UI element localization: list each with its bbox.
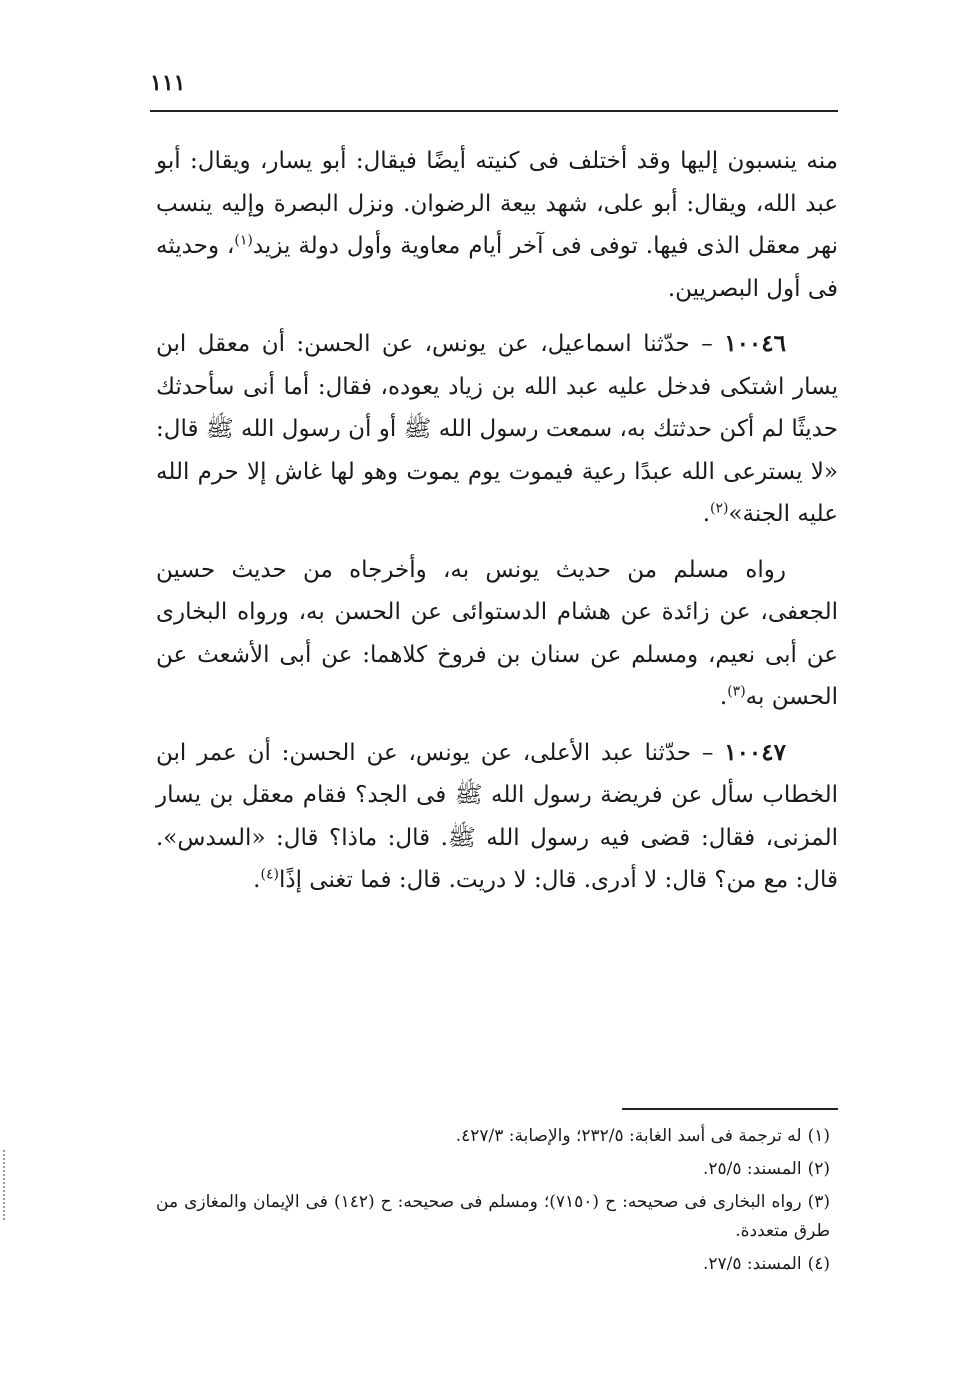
- main-text: [156, 140, 838, 915]
- header-rule: [150, 110, 838, 112]
- hadith-number: ١٠٠٤٦: [724, 330, 786, 357]
- commentary-text: رواه مسلم من حديث يونس به، وأخرجاه من حديث حسين الجعفى، عن زائدة عن هشام الدستوائى عن الحسن به، ورواه البخارى عن أبى نعيم، ومسلم عن سنان بن فروخ كلاهما: عن أبى الأشعث عن الحسن به: [156, 556, 838, 710]
- commentary-paragraph: [156, 549, 838, 719]
- hadith-text: – حدّثنا اسماعيل، عن يونس، عن الحسن: أن معقل ابن يسار اشتكى فدخل عليه عبد الله بن زياد يعوده، فقال: أما أنى سأحدثك حديثًا لم أكن حدثتك به، سمعت رسول الله ﷺ أو أن رسول الله ﷺ قال: «لا يسترعى الله عبدًا رعية فيموت يوم يموت وهو لها غاش إلا حرم الله عليه الجنة»: [156, 331, 838, 527]
- page-number: ١١١: [150, 70, 186, 96]
- footnote-marker-4: (٤): [260, 866, 279, 883]
- footnote-number: (١): [807, 1126, 830, 1146]
- hadith-text: – حدّثنا عبد الأعلى، عن يونس، عن الحسن: أن عمر ابن الخطاب سأل عن فريضة رسول الله ﷺ فى الجد؟ فقام معقل بن يسار المزنى، فقال: قضى فيه رسول الله ﷺ. قال: ماذا؟ قال: «السدس». قال: مع من؟ قال: لا أدرى. قال: لا دريت. قال: فما تغنى إذًا: [156, 739, 838, 893]
- footnote-1: [156, 1122, 838, 1151]
- footnote-text: المسند: ٢٧/٥.: [702, 1254, 802, 1274]
- hadith-number: ١٠٠٤٧: [724, 738, 786, 766]
- footnote-4: [156, 1250, 838, 1279]
- scan-margin-mark: [3, 1150, 7, 1220]
- footnote-number: (٢): [807, 1159, 830, 1179]
- intro-text: منه ينسبون إليها وقد أختلف فى كنيته أيضًا فيقال: أبو يسار، ويقال: أبو عبد الله، ويقال: أبو على، شهد بيعة الرضوان. ونزل البصرة وإليه ينسب نهر معقل الذى فيها. توفى فى آخر أيام معاوية وأول دولة يزيد: [156, 148, 838, 259]
- footnote-text: له ترجمة فى أسد الغابة: ٢٣٢/٥؛ والإصابة: ٤٢٧/٣.: [455, 1126, 802, 1146]
- footnote-3: [156, 1188, 838, 1246]
- footnote-marker-2: (٢): [710, 500, 729, 517]
- intro-paragraph: [156, 140, 838, 310]
- footnote-text: رواه البخارى فى صحيحه: ح (٧١٥٠)؛ ومسلم فى صحيحه: ح (١٤٢) فى الإيمان والمغازى من طرق متعددة.: [156, 1192, 830, 1241]
- footnote-number: (٣): [807, 1192, 831, 1212]
- hadith-end: .: [253, 867, 261, 893]
- footnote-text: المسند: ٢٥/٥.: [702, 1159, 802, 1179]
- footnotes: [156, 1122, 838, 1283]
- hadith-10047: [156, 732, 838, 902]
- commentary-end: .: [719, 684, 728, 710]
- footnote-rule: [622, 1108, 838, 1110]
- hadith-end: .: [702, 501, 711, 527]
- footnote-2: [156, 1155, 838, 1184]
- footnote-number: (٤): [807, 1254, 830, 1274]
- intro-end: ، وحديثه فى أول البصريين.: [156, 233, 838, 302]
- footnote-marker-1: (١): [234, 232, 253, 249]
- hadith-10046: [156, 323, 838, 536]
- footnote-marker-3: (٣): [727, 683, 746, 700]
